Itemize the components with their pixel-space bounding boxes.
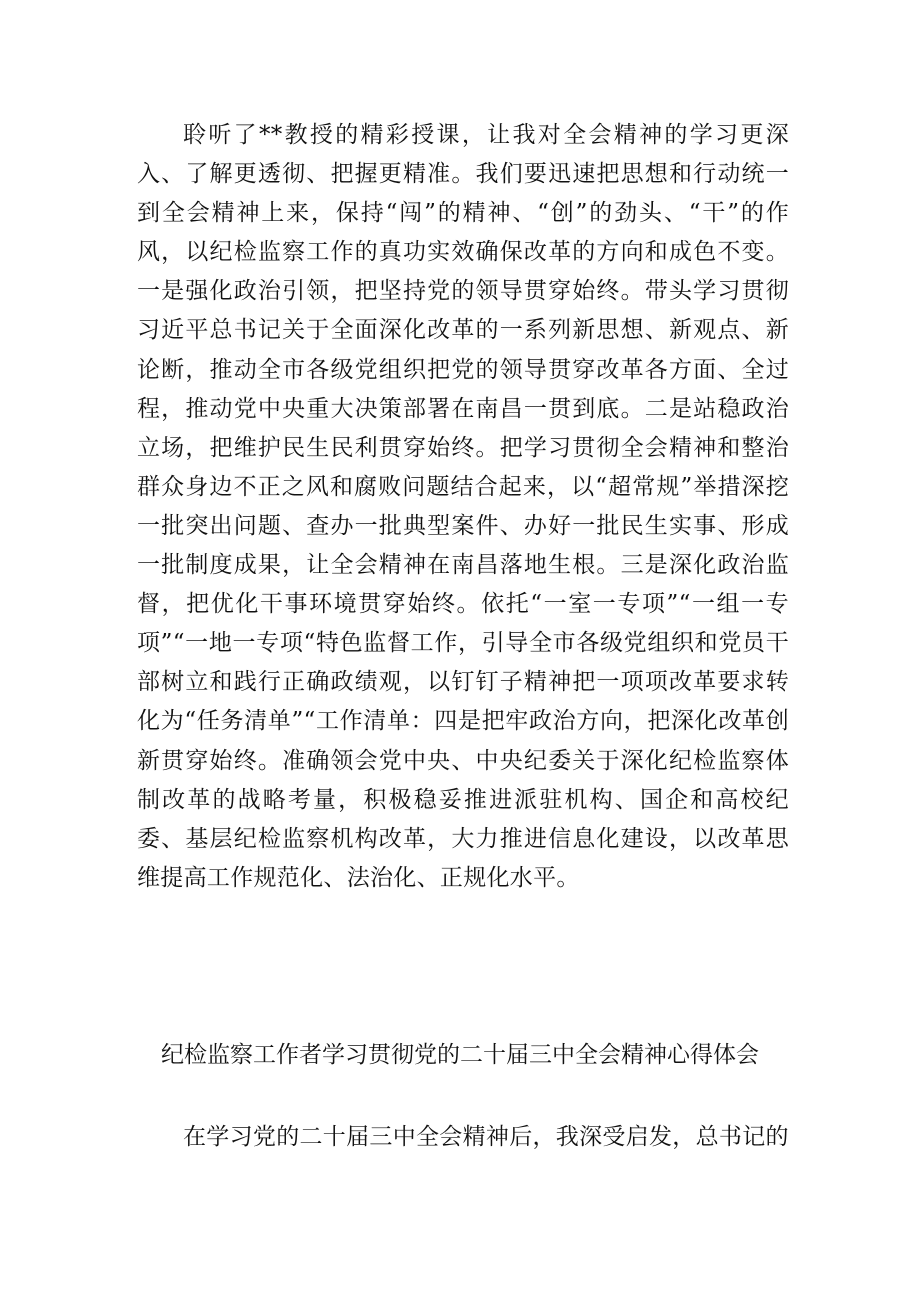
section-title: 纪检监察工作者学习贯彻党的二十届三中全会精神心得体会	[161, 1042, 759, 1068]
body-paragraph-1: 聆听了**教授的精彩授课，让我对全会精神的学习更深入、了解更透彻、把握更精准。我们要迅速把思想和行动统一到全会精神上来，保持“闯”的精神、“创”的劲头、“干”的作风，以纪检监察工作的真功实效确保改革的方向和成色不变。一是强化政治引领，把坚持党的领导贯穿始终。带头学习贯彻习近平总书记关于全面深化改革的一系列新思想、新观点、新论断，推动全市各级党组织把党的领导贯穿改革各方面、全过程，推动党中央重大决策部署在南昌一贯到底。二是站稳政治立场，把维护民生民利贯穿始终。把学习贯彻全会精神和整治群众身边不正之风和腐败问题结合起来，以“超常规”举措深挖一批突出问题、查办一批典型案件、办好一批民生实事、形成一批制度成果，让全会精神在南昌落地生根。三是深化政治监督，把优化干事环境贯穿始终。依托“一室一专项”“一组一专项”“一地一专项“特色监督工作，引导全市各级党组织和党员干部树立和践行正确政绩观，以钉钉子精神把一项项改革要求转化为“任务清单”“工作清单：四是把牢政治方向，把深化改革创新贯穿始终。准确领会党中央、中央纪委关于深化纪检监察体制改革的战略考量，积极稳妥推进派驻机构、国企和高校纪委、基层纪检监察机构改革，大力推进信息化建设，以改革思维提高工作规范化、法治化、正规化水平。	[137, 122, 789, 891]
body-paragraph-2: 在学习党的二十届三中全会精神后，我深受启发，总书记的	[183, 1124, 789, 1150]
